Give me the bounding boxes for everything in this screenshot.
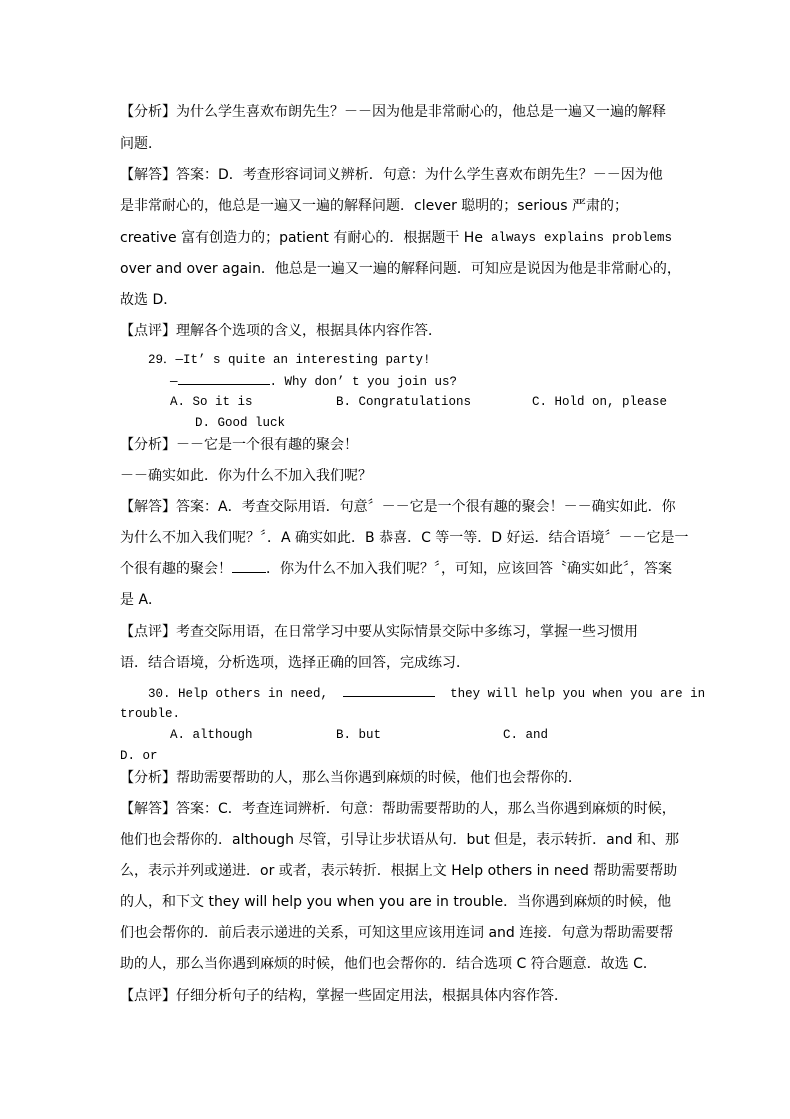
q28-answer-line4: over and over again．他总是一遍又一遍的解释问题．可知应是说因为他是非常耐心的，	[120, 261, 681, 277]
q28-answer-line3c: explains	[543, 231, 604, 245]
q29-answer-line3-suffix: ．你为什么不加入我们呢？〞，可知，应该回答〝确实如此〞，答案	[266, 561, 672, 577]
q28-answer-line3a: creative 富有创造力的；patient 有耐心的．根据题干 He	[120, 230, 483, 246]
q28-answer-line3b: always	[490, 231, 536, 245]
q30-question-line1	[148, 683, 705, 704]
q30-answer-line5: 们也会帮你的．前后表示递进的关系，可知这里应该用连词 and 连接．句意为帮助需要帮	[120, 925, 674, 941]
q28-analysis-line1: 【分析】为什么学生喜欢布朗先生？－－因为他是非常耐心的，他总是一遍又一遍的解释	[120, 104, 666, 120]
q30-question-line2: trouble.	[120, 707, 181, 721]
q29-comment-line2: 语．结合语境，分析选项，选择正确的回答，完成练习．	[120, 655, 470, 671]
q29-answer-inline-blank	[232, 559, 266, 573]
q29-option-c: C. Hold on, please	[532, 395, 668, 409]
q29-analysis-line1: 【分析】－－它是一个很有趣的聚会！	[120, 437, 358, 453]
q29-analysis-line2: －－确实如此．你为什么不加入我们呢？	[120, 468, 372, 484]
q30-analysis: 【分析】帮助需要帮助的人，那么当你遇到麻烦的时候，他们也会帮你的．	[120, 770, 582, 786]
q30-question-prefix: 30. Help others in need,	[148, 687, 329, 701]
q29-answer-line3-prefix: 个很有趣的聚会！	[120, 561, 232, 577]
q30-comment: 【点评】仔细分析句子的结构，掌握一些固定用法，根据具体内容作答．	[120, 988, 568, 1004]
q28-comment: 【点评】理解各个选项的含义，根据具体内容作答．	[120, 323, 442, 339]
q30-answer-line6: 助的人，那么当你遇到麻烦的时候，他们也会帮你的．结合选项 C 符合题意．故选 C．	[120, 956, 657, 972]
q30-option-c: C. and	[503, 728, 549, 742]
q30-option-a: A. although	[170, 728, 253, 742]
q30-question-suffix: they will help you when you are in	[450, 687, 706, 701]
q30-answer-line4: 的人，和下文 they will help you when you are in trouble．当你遇到麻烦的时候，他	[120, 894, 672, 910]
q29-answer-line3	[120, 559, 672, 579]
q28-answer-line3d: problems	[611, 231, 672, 245]
q30-answer-blank	[343, 683, 435, 697]
q28-answer-line1: 【解答】答案：D．考查形容词词义辨析．句意：为什么学生喜欢布朗先生？－－因为他	[120, 167, 663, 183]
q30-answer-line1: 【解答】答案：C．考查连词辨析．句意：帮助需要帮助的人，那么当你遇到麻烦的时候，	[120, 801, 676, 817]
q28-answer-line2: 是非常耐心的，他总是一遍又一遍的解释问题．clever 聪明的；serious 严肃的；	[120, 198, 629, 214]
q29-question-line2-suffix: . Why don’ t you join us?	[269, 375, 458, 389]
q30-answer-line3: 么，表示并列或递进．or 或者，表示转折．根据上文 Help others in need 帮助需要帮助	[120, 863, 678, 879]
q29-dash: —	[170, 375, 178, 389]
q28-answer-line3	[120, 228, 672, 248]
q29-question-line1: 29．—It’ s quite an interesting party!	[148, 353, 431, 367]
q29-answer-line2: 为什么不加入我们呢？〞．A 确实如此．B 恭喜．C 等一等．D 好运．结合语境〞－－它是一	[120, 530, 689, 546]
q29-answer-line1: 【解答】答案：A．考查交际用语．句意〞－－它是一个很有趣的聚会！－－确实如此．你	[120, 499, 676, 515]
q30-answer-line2: 他们也会帮你的．although 尽管，引导让步状语从句．but 但是，表示转折．and 和、那	[120, 832, 679, 848]
q30-option-b: B. but	[336, 728, 382, 742]
q29-comment-line1: 【点评】考查交际用语，在日常学习中要从实际情景交际中多练习，掌握一些习惯用	[120, 624, 638, 640]
q29-option-b: B. Congratulations	[336, 395, 472, 409]
q29-answer-blank	[178, 371, 270, 385]
q29-option-d: D. Good luck	[195, 416, 286, 430]
q28-answer-line5: 故选 D．	[120, 292, 178, 308]
q28-analysis-line2: 问题．	[120, 136, 162, 152]
q29-option-a: A. So it is	[170, 395, 253, 409]
q29-answer-line4: 是 A．	[120, 592, 163, 608]
q29-question-line2	[170, 371, 457, 392]
q30-option-d: D. or	[120, 749, 158, 763]
